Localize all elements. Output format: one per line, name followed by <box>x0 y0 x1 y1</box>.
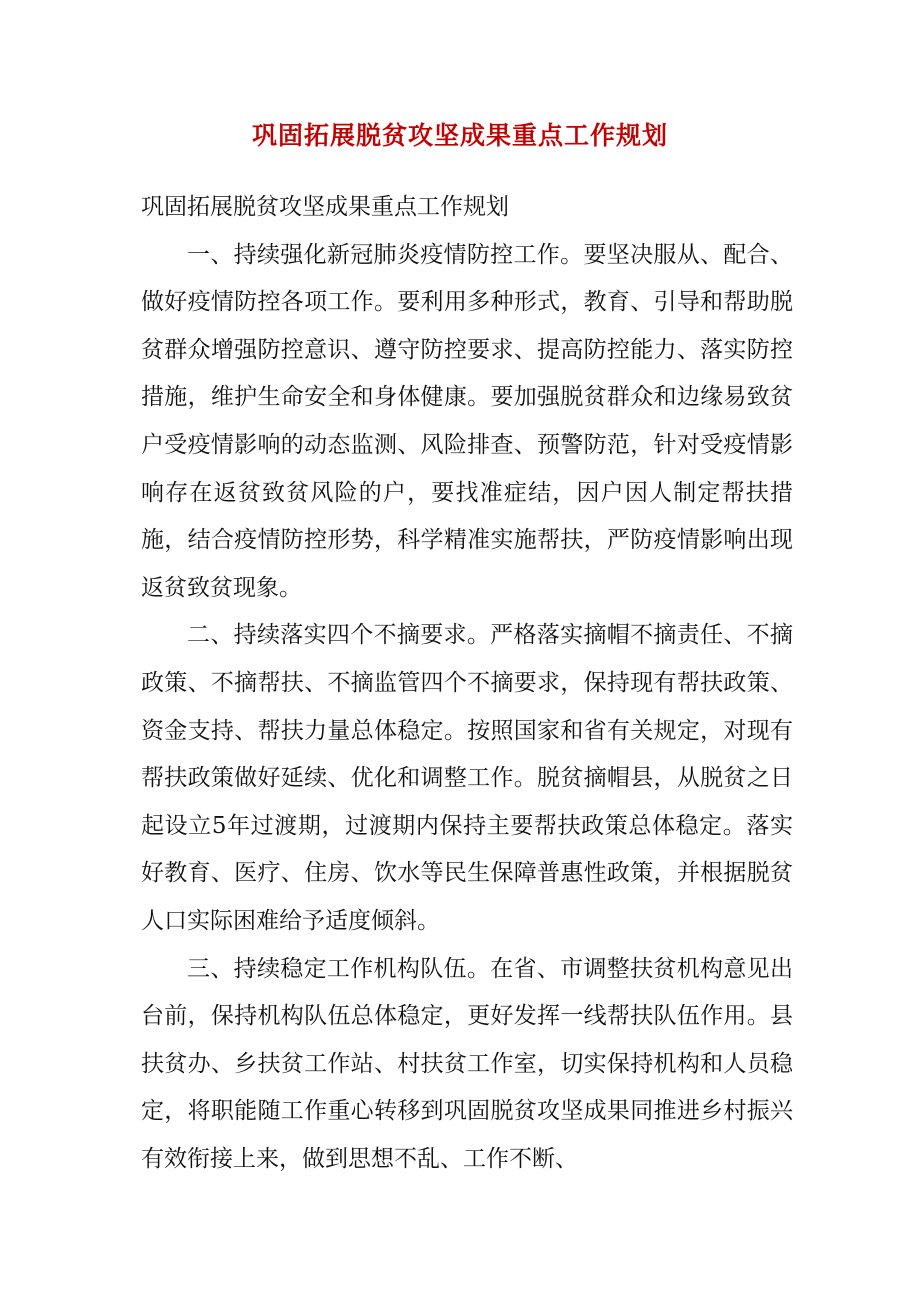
paragraph-3: 三、持续稳定工作机构队伍。在省、市调整扶贫机构意见出台前，保持机构队伍总体稳定，更好发挥一线帮扶队伍作用。县扶贫办、乡扶贫工作站、村扶贫工作室，切实保持机构和人员稳定，将职能随工作重心转移到巩固脱贫攻坚成果同推进乡村振兴有效衔接上来，做到思想不乱、工作不断、 <box>141 955 793 1172</box>
paragraph-2: 二、持续落实四个不摘要求。严格落实摘帽不摘责任、不摘政策、不摘帮扶、不摘监管四个不摘要求，保持现有帮扶政策、资金支持、帮扶力量总体稳定。按照国家和省有关规定，对现有帮扶政策做好延续、优化和调整工作。脱贫摘帽县，从脱贫之日起设立5年过渡期，过渡期内保持主要帮扶政策总体稳定。落实好教育、医疗、住房、饮水等民生保障普惠性政策，并根据脱贫人口实际困难给予适度倾斜。 <box>141 622 793 934</box>
document-subtitle: 巩固拓展脱贫攻坚成果重点工作规划 <box>141 194 509 220</box>
paragraph-1: 一、持续强化新冠肺炎疫情防控工作。要坚决服从、配合、做好疫情防控各项工作。要利用多种形式，教育、引导和帮助脱贫群众增强防控意识、遵守防控要求、提高防控能力、落实防控措施，维护生命安全和身体健康。要加强脱贫群众和边缘易致贫户受疫情影响的动态监测、风险排查、预警防范，针对受疫情影响存在返贫致贫风险的户，要找准症结，因户因人制定帮扶措施，结合疫情防控形势，科学精准实施帮扶，严防疫情影响出现返贫致贫现象。 <box>141 241 793 601</box>
document-title: 巩固拓展脱贫攻坚成果重点工作规划 <box>251 121 668 150</box>
document-body <box>141 184 793 1183</box>
